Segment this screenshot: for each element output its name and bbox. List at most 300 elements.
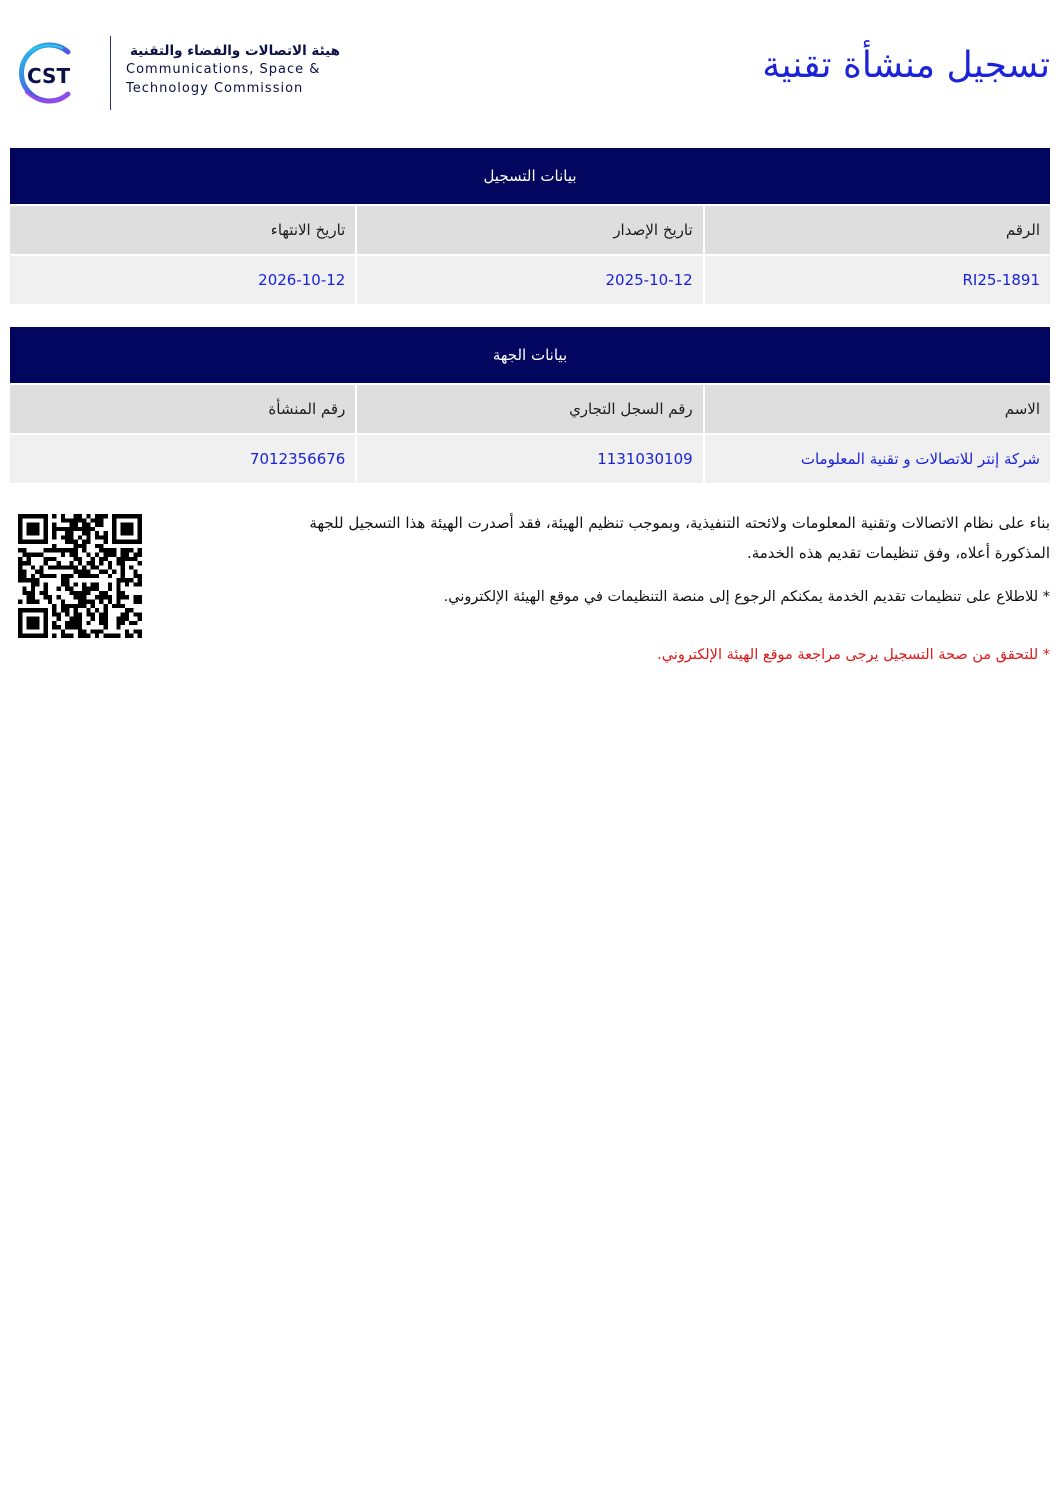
registration-table [10, 148, 1050, 304]
qr-module [104, 604, 108, 608]
qr-module [27, 591, 31, 595]
qr-module [39, 634, 43, 638]
qr-module [65, 587, 69, 591]
qr-module [86, 634, 90, 638]
qr-module [104, 591, 108, 595]
qr-module [18, 600, 22, 604]
logo-divider [110, 36, 111, 110]
qr-module [65, 612, 69, 616]
qr-module [22, 578, 26, 582]
qr-module [39, 565, 43, 569]
qr-module [82, 595, 86, 599]
qr-module [86, 600, 90, 604]
qr-module [91, 527, 95, 531]
qr-module [61, 629, 65, 633]
qr-module [138, 552, 142, 556]
qr-module [104, 617, 108, 621]
qr-module [39, 552, 43, 556]
qr-module [44, 574, 48, 578]
qr-module [121, 548, 125, 552]
qr-module [22, 514, 26, 518]
qr-module [86, 531, 90, 535]
qr-module [22, 548, 26, 552]
qr-module [86, 587, 90, 591]
qr-module [133, 574, 137, 578]
qr-module [99, 514, 103, 518]
qr-module [133, 540, 137, 544]
qr-code-icon[interactable] [18, 514, 142, 638]
qr-module [91, 574, 95, 578]
qr-module [65, 625, 69, 629]
qr-module [104, 608, 108, 612]
qr-module [133, 552, 137, 556]
qr-module [86, 574, 90, 578]
qr-module [133, 557, 137, 561]
qr-module [44, 548, 48, 552]
qr-module [82, 629, 86, 633]
qr-module [104, 634, 108, 638]
qr-module [104, 595, 108, 599]
qr-module [44, 561, 48, 565]
qr-module [44, 621, 48, 625]
qr-module [138, 574, 142, 578]
qr-module [78, 604, 82, 608]
regulations-note: * للاطلاع على تنظيمات تقديم الخدمة يمكنكم الرجوع إلى منصة التنظيمات في موقع الهيئة الإلكتروني. [443, 589, 1050, 605]
qr-module [108, 574, 112, 578]
qr-module [65, 621, 69, 625]
qr-module [121, 552, 125, 556]
qr-module [27, 595, 31, 599]
qr-module [69, 523, 73, 527]
qr-module [78, 557, 82, 561]
qr-module [82, 570, 86, 574]
qr-module [52, 544, 56, 548]
qr-module [82, 565, 86, 569]
qr-module [121, 591, 125, 595]
qr-module [65, 634, 69, 638]
qr-module [44, 612, 48, 616]
qr-module [78, 600, 82, 604]
qr-module [78, 625, 82, 629]
qr-module [95, 544, 99, 548]
qr-module [138, 600, 142, 604]
qr-module [27, 608, 31, 612]
qr-module [27, 625, 31, 629]
qr-module [121, 621, 125, 625]
qr-module [108, 548, 112, 552]
qr-module [121, 557, 125, 561]
qr-module [95, 608, 99, 612]
qr-module [82, 591, 86, 595]
qr-module [108, 561, 112, 565]
qr-module [74, 527, 78, 531]
qr-module [91, 582, 95, 586]
qr-module [95, 574, 99, 578]
qr-module [27, 578, 31, 582]
qr-module [138, 617, 142, 621]
qr-module [82, 634, 86, 638]
qr-module [99, 629, 103, 633]
qr-module [86, 591, 90, 595]
qr-module [65, 565, 69, 569]
qr-module [52, 625, 56, 629]
qr-module [39, 540, 43, 544]
qr-module [35, 527, 39, 531]
qr-module [35, 523, 39, 527]
qr-module [74, 544, 78, 548]
qr-module [22, 552, 26, 556]
qr-module [52, 523, 56, 527]
qr-module [121, 574, 125, 578]
qr-module [99, 557, 103, 561]
qr-module [95, 582, 99, 586]
qr-module [18, 523, 22, 527]
qr-module [91, 617, 95, 621]
qr-module [112, 634, 116, 638]
qr-module [61, 514, 65, 518]
qr-module [78, 570, 82, 574]
qr-module [125, 548, 129, 552]
qr-module [112, 527, 116, 531]
qr-module [35, 617, 39, 621]
qr-module [104, 570, 108, 574]
qr-module [125, 531, 129, 535]
qr-module [116, 634, 120, 638]
qr-module [129, 578, 133, 582]
qr-module [27, 617, 31, 621]
qr-module [112, 548, 116, 552]
qr-module [121, 604, 125, 608]
qr-module [104, 621, 108, 625]
qr-module [78, 591, 82, 595]
qr-module [22, 561, 26, 565]
qr-module [91, 587, 95, 591]
qr-module [56, 617, 60, 621]
qr-module [133, 629, 137, 633]
qr-module [74, 514, 78, 518]
qr-module [61, 574, 65, 578]
qr-module [18, 634, 22, 638]
qr-module [125, 527, 129, 531]
label-establishment-number: رقم المنشأة [10, 385, 355, 433]
qr-module [69, 531, 73, 535]
qr-module [133, 600, 137, 604]
qr-module [27, 523, 31, 527]
cst-logo [14, 34, 354, 114]
qr-module [48, 557, 52, 561]
qr-module [65, 535, 69, 539]
qr-module [56, 548, 60, 552]
qr-module [52, 557, 56, 561]
qr-module [18, 565, 22, 569]
qr-module [48, 574, 52, 578]
qr-module [112, 523, 116, 527]
qr-module [82, 574, 86, 578]
qr-module [61, 600, 65, 604]
qr-module [56, 561, 60, 565]
qr-module [69, 634, 73, 638]
qr-module [44, 557, 48, 561]
qr-module [133, 595, 137, 599]
qr-module [61, 535, 65, 539]
registration-heading: بيانات التسجيل [10, 148, 1050, 204]
verification-note: * للتحقق من صحة التسجيل يرجى مراجعة موقع الهيئة الإلكتروني. [657, 647, 1050, 663]
qr-module [27, 527, 31, 531]
qr-module [65, 604, 69, 608]
value-establishment-number: 7012356676 [10, 435, 355, 483]
qr-module [82, 540, 86, 544]
qr-module [112, 540, 116, 544]
qr-module [35, 570, 39, 574]
qr-module [86, 621, 90, 625]
qr-module [18, 548, 22, 552]
qr-module [104, 540, 108, 544]
qr-module [18, 625, 22, 629]
qr-module [31, 617, 35, 621]
qr-module [121, 514, 125, 518]
qr-module [104, 612, 108, 616]
qr-module [31, 574, 35, 578]
qr-module [44, 514, 48, 518]
qr-module [27, 621, 31, 625]
qr-module [22, 587, 26, 591]
qr-module [121, 561, 125, 565]
qr-module [56, 565, 60, 569]
qr-module [74, 523, 78, 527]
qr-module [74, 604, 78, 608]
qr-module [18, 608, 22, 612]
qr-module [18, 540, 22, 544]
qr-module [138, 535, 142, 539]
qr-module [108, 595, 112, 599]
qr-module [138, 634, 142, 638]
qr-module [48, 600, 52, 604]
qr-module [112, 552, 116, 556]
qr-module [18, 527, 22, 531]
qr-module [31, 552, 35, 556]
qr-module [44, 535, 48, 539]
issuance-paragraph: بناء على نظام الاتصالات وتقنية المعلومات ولائحته التنفيذية، وبموجب تنظيم الهيئة، فقد أصدرت الهيئة هذا التسجيل للجهة المذكورة أعلاه، وفق تنظيمات تقديم هذه الخدمة. [309, 514, 1050, 562]
body-text [280, 508, 1050, 670]
qr-module [39, 574, 43, 578]
qr-module [121, 570, 125, 574]
qr-module [52, 531, 56, 535]
qr-module [133, 582, 137, 586]
qr-module [125, 608, 129, 612]
qr-module [69, 561, 73, 565]
qr-module [52, 574, 56, 578]
qr-module [18, 612, 22, 616]
entity-table [10, 327, 1050, 483]
logo-text [126, 42, 356, 98]
qr-module [104, 514, 108, 518]
qr-module [52, 612, 56, 616]
qr-module [65, 540, 69, 544]
qr-module [44, 523, 48, 527]
value-commercial-register: 1131030109 [357, 435, 702, 483]
qr-module [91, 557, 95, 561]
qr-module [104, 552, 108, 556]
qr-module [121, 617, 125, 621]
qr-module [78, 527, 82, 531]
qr-module [74, 617, 78, 621]
qr-module [129, 540, 133, 544]
qr-module [27, 540, 31, 544]
qr-module [112, 531, 116, 535]
qr-module [56, 595, 60, 599]
qr-module [44, 629, 48, 633]
qr-module [31, 587, 35, 591]
qr-module [74, 608, 78, 612]
qr-module [138, 578, 142, 582]
qr-module [129, 523, 133, 527]
qr-module [74, 518, 78, 522]
qr-module [65, 608, 69, 612]
qr-module [82, 523, 86, 527]
qr-module [125, 617, 129, 621]
qr-module [18, 621, 22, 625]
qr-module [61, 518, 65, 522]
qr-module [44, 587, 48, 591]
qr-module [125, 634, 129, 638]
qr-module [108, 582, 112, 586]
qr-module [82, 582, 86, 586]
entity-value-row [10, 435, 1050, 483]
qr-module [27, 634, 31, 638]
qr-module [74, 612, 78, 616]
qr-module [99, 535, 103, 539]
qr-module [125, 612, 129, 616]
qr-module [138, 527, 142, 531]
qr-module [31, 514, 35, 518]
qr-module [129, 608, 133, 612]
qr-module [116, 600, 120, 604]
qr-module [108, 600, 112, 604]
qr-module [99, 548, 103, 552]
qr-module [69, 604, 73, 608]
qr-module [86, 527, 90, 531]
qr-module [31, 527, 35, 531]
qr-module [91, 629, 95, 633]
qr-module [86, 535, 90, 539]
qr-module [69, 617, 73, 621]
qr-module [65, 518, 69, 522]
qr-module [78, 518, 82, 522]
qr-module [138, 582, 142, 586]
qr-module [35, 582, 39, 586]
qr-module [95, 535, 99, 539]
qr-module [74, 557, 78, 561]
qr-module [35, 608, 39, 612]
qr-module [18, 629, 22, 633]
qr-module [95, 518, 99, 522]
qr-module [31, 523, 35, 527]
qr-module [82, 600, 86, 604]
logo-english-line2: Technology Commission [126, 81, 304, 96]
qr-module [116, 625, 120, 629]
qr-module [44, 634, 48, 638]
qr-module [44, 595, 48, 599]
qr-module [82, 531, 86, 535]
qr-module [138, 531, 142, 535]
value-name: شركة إنتر للاتصالات و تقنية المعلومات [705, 435, 1050, 483]
qr-module [48, 595, 52, 599]
qr-module [31, 600, 35, 604]
qr-module [74, 540, 78, 544]
qr-module [121, 531, 125, 535]
qr-module [116, 591, 120, 595]
qr-module [56, 527, 60, 531]
label-issue-date: تاريخ الإصدار [357, 206, 702, 254]
qr-module [82, 587, 86, 591]
qr-module [18, 578, 22, 582]
qr-module [86, 514, 90, 518]
qr-module [129, 514, 133, 518]
qr-module [39, 570, 43, 574]
qr-module [48, 565, 52, 569]
qr-module [31, 540, 35, 544]
qr-module [86, 570, 90, 574]
qr-module [78, 514, 82, 518]
qr-module [138, 629, 142, 633]
qr-module [44, 625, 48, 629]
qr-module [133, 612, 137, 616]
qr-module [39, 608, 43, 612]
qr-module [116, 561, 120, 565]
qr-module [116, 595, 120, 599]
qr-module [91, 518, 95, 522]
qr-module [65, 548, 69, 552]
value-issue-date: 2025-10-12 [357, 256, 702, 304]
qr-module [82, 518, 86, 522]
qr-module [35, 621, 39, 625]
page-header [0, 34, 1060, 114]
qr-module [22, 570, 26, 574]
qr-module [61, 604, 65, 608]
qr-module [99, 591, 103, 595]
qr-module [52, 548, 56, 552]
qr-module [65, 582, 69, 586]
qr-module [18, 561, 22, 565]
qr-module [78, 574, 82, 578]
qr-module [82, 548, 86, 552]
qr-module [74, 552, 78, 556]
qr-module [99, 612, 103, 616]
qr-module [44, 518, 48, 522]
qr-module [99, 518, 103, 522]
qr-module [104, 557, 108, 561]
qr-module [116, 604, 120, 608]
qr-module [125, 629, 129, 633]
qr-module [65, 574, 69, 578]
qr-module [104, 625, 108, 629]
qr-module [95, 552, 99, 556]
qr-module [138, 595, 142, 599]
qr-module [99, 561, 103, 565]
qr-module [129, 557, 133, 561]
qr-module [112, 518, 116, 522]
qr-module [112, 604, 116, 608]
entity-label-row [10, 385, 1050, 433]
qr-module [31, 578, 35, 582]
qr-module [95, 514, 99, 518]
qr-module [116, 557, 120, 561]
qr-module [52, 565, 56, 569]
qr-module [121, 578, 125, 582]
entity-heading: بيانات الجهة [10, 327, 1050, 383]
qr-module [125, 582, 129, 586]
qr-module [78, 634, 82, 638]
